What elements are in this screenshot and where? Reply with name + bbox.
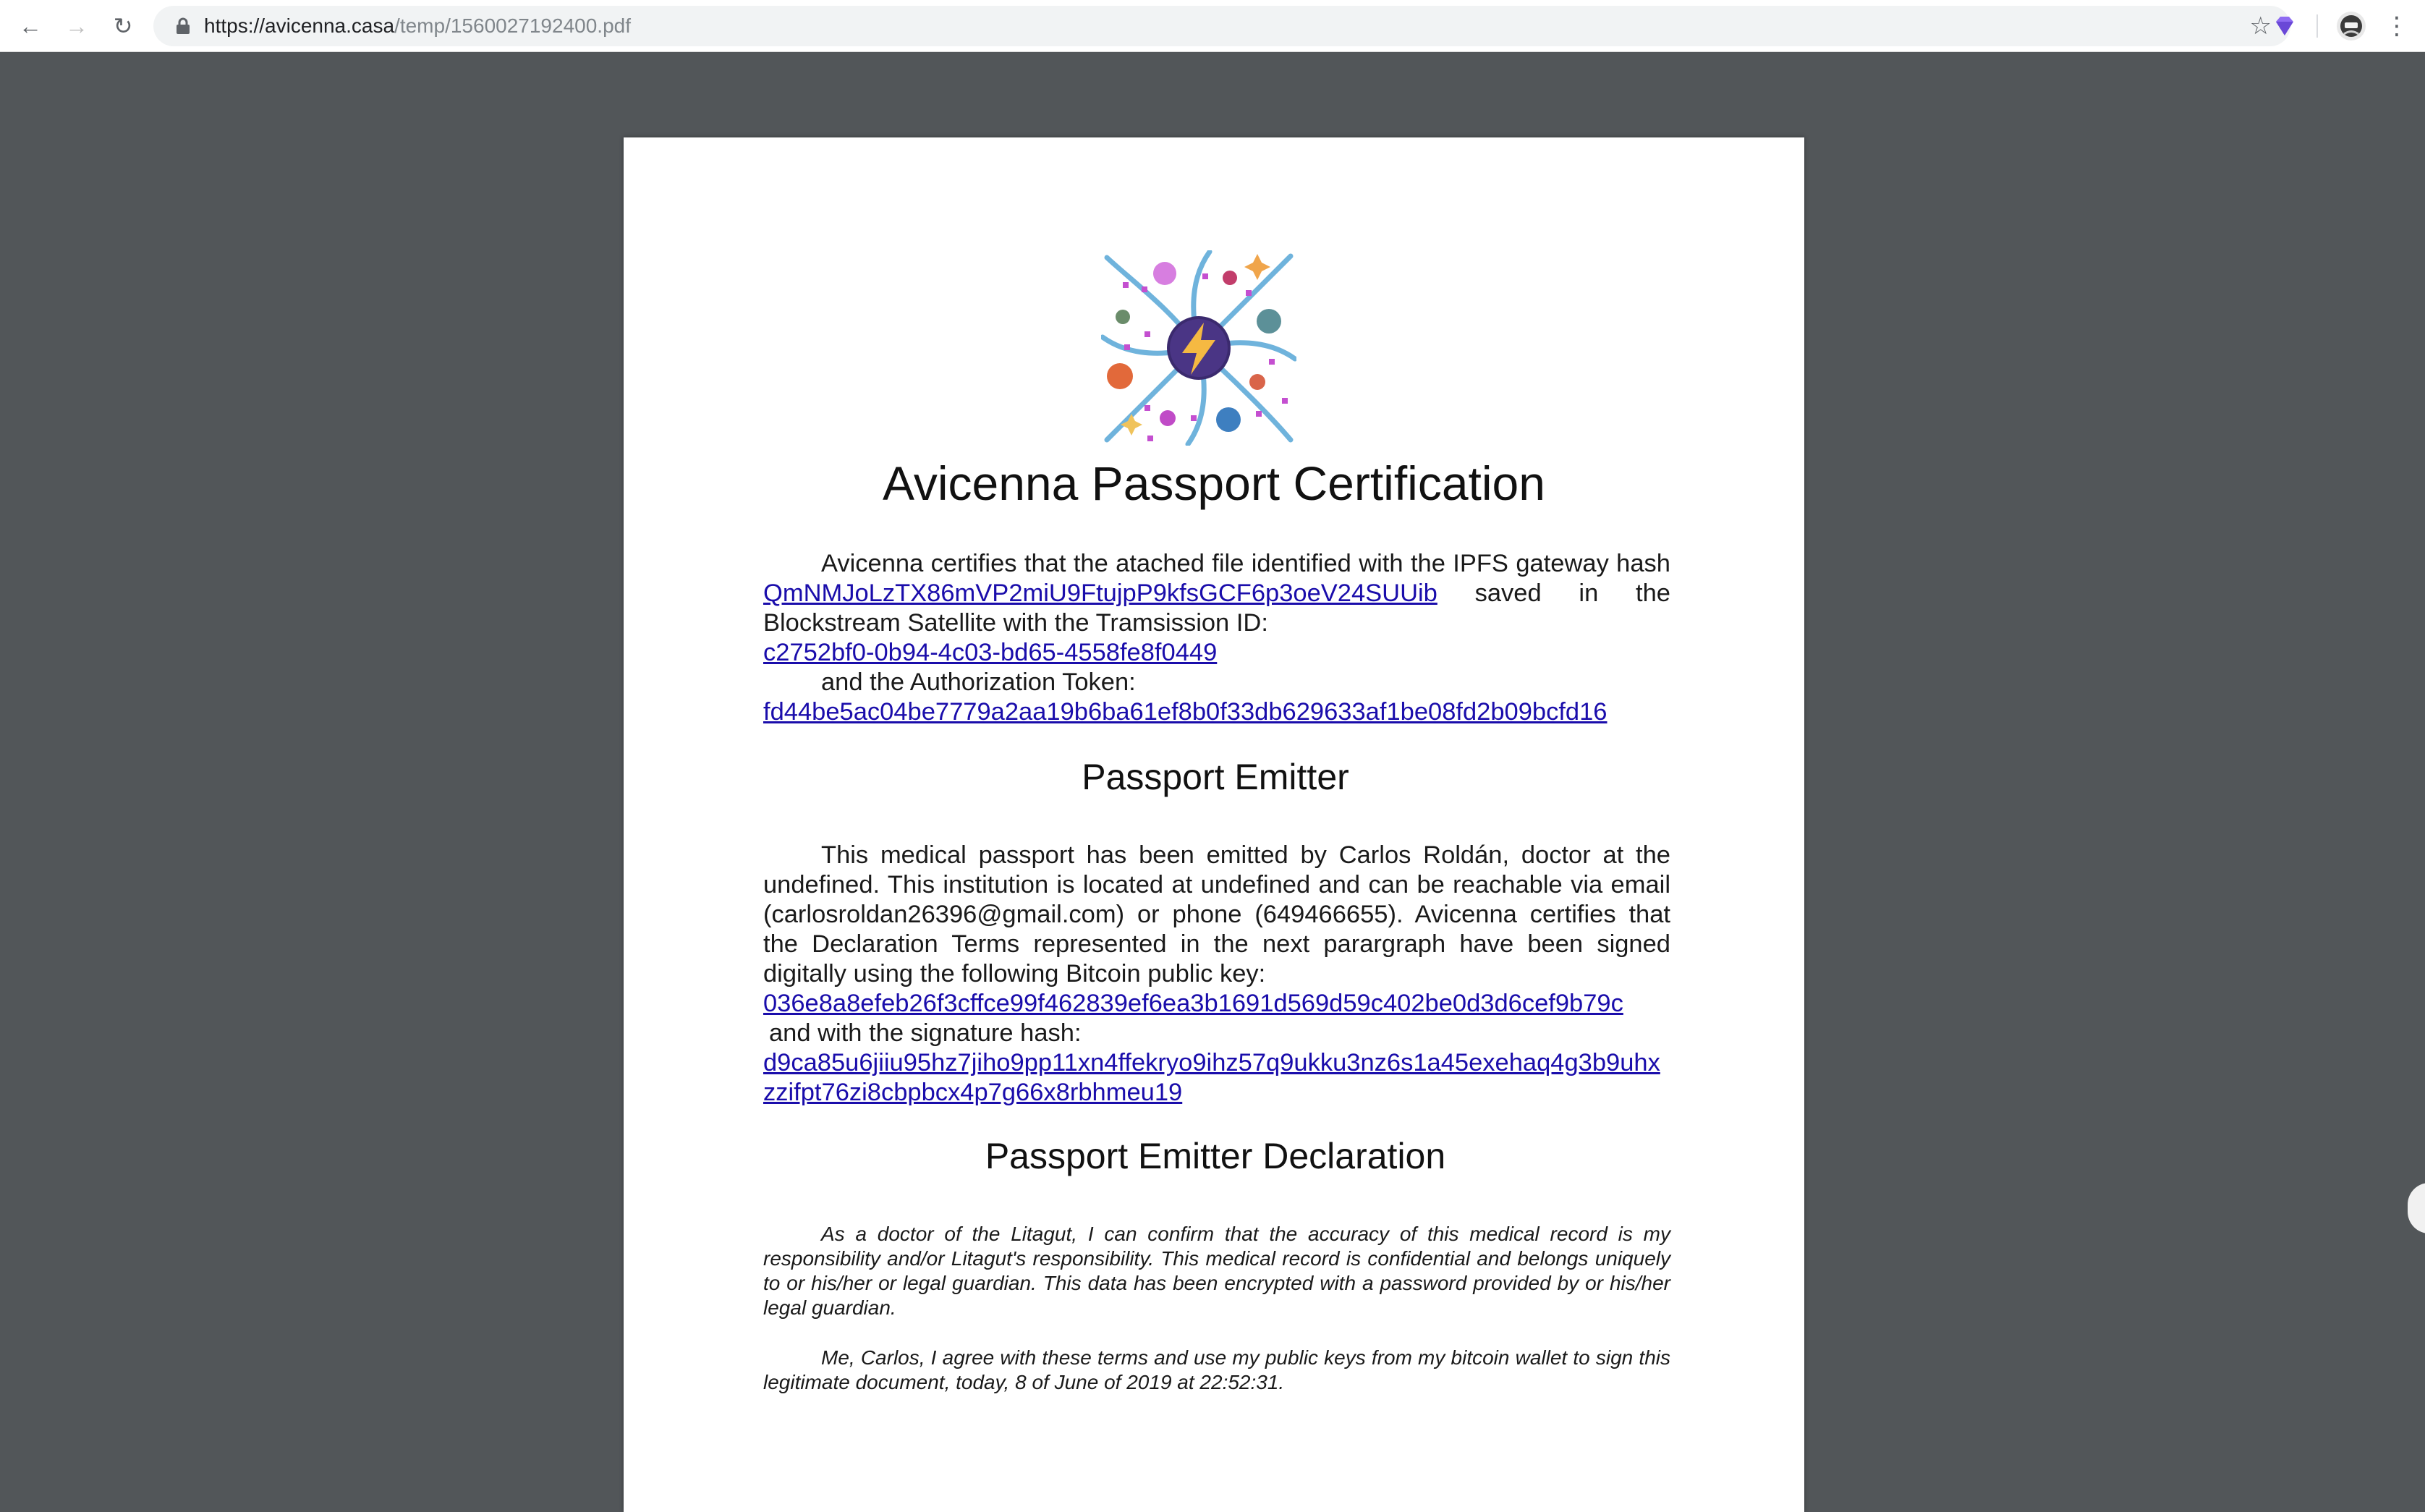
emitter-text: This medical passport has been emitted by Carlos Roldán, doctor at the undefined. This institution is located at undefined and can be reachable via email (carlosroldan26396@gmail.com) or phone (649466655). Avicenna certifies that the Declaration Terms represented in the next parargraph have been signed digitally using the following Bitcoin public key: — [763, 841, 1670, 988]
document-title: Avicenna Passport Certification — [883, 456, 1545, 510]
forward-arrow-icon: → — [65, 12, 88, 39]
back-button[interactable] — [14, 10, 46, 42]
emitter-paragraph — [763, 841, 1670, 1108]
toolbar-divider — [2316, 14, 2318, 38]
profile-avatar-icon[interactable] — [2335, 10, 2367, 42]
bookmark-star-icon[interactable]: ☆ — [2249, 12, 2272, 40]
declaration-paragraph-1 — [763, 1222, 1670, 1320]
declaration-heading: Passport Emitter Declaration — [985, 1136, 1446, 1176]
back-arrow-icon: ← — [19, 12, 42, 39]
auth-token-link[interactable]: fd44be5ac04be7779a2aa19b6ba61ef8b0f33db629633af1be08fd2b09bcfd16 — [763, 698, 1608, 726]
address-bar[interactable] — [153, 6, 2290, 46]
browser-toolbar — [0, 0, 2425, 52]
auth-token-label: and the Authorization Token: — [821, 668, 1136, 696]
public-key-link[interactable]: 036e8a8efeb26f3cffce99f462839ef6ea3b1691d569d59c402be0d3d6cef9b79c — [763, 990, 1623, 1017]
reload-icon: ↻ — [113, 13, 133, 39]
url-path: /temp/1560027192400.pdf — [394, 14, 631, 37]
signature-hash-link[interactable]: d9ca85u6jiiu95hz7jiho9pp11xn4ffekryo9ihz57q9ukku3nz6s1a45exehaq4g3b9uhxzzifpt76zi8cbpbcx4p7g66x8rbhmeu19 — [763, 1049, 1660, 1106]
ipfs-hash-link[interactable]: QmNMJoLzTX86mVP2miU9FtujpP9kfsGCF6p3oeV24SUUib — [763, 579, 1437, 607]
cert-intro: Avicenna certifies that the atached file identified with the IPFS gateway hash — [821, 550, 1670, 577]
side-panel-handle[interactable] — [2408, 1183, 2425, 1233]
forward-button[interactable] — [61, 10, 93, 42]
extension-gem-icon[interactable] — [2272, 13, 2298, 39]
pdf-page — [624, 137, 1804, 1512]
declaration-text-1: As a doctor of the Litagut, I can confirm that the accuracy of this medical record is my responsibility and/or Litagut's responsibility. This medical record is confidential and belongs uniquely to or his/her or legal guardian. This data has been encrypted with a password provided by or his/her legal guardian. — [763, 1223, 1670, 1319]
transmission-id-link[interactable]: c2752bf0-0b94-4c03-bd65-4558fe8f0449 — [763, 639, 1218, 666]
url-text[interactable] — [204, 6, 631, 46]
avicenna-galaxy-logo — [1101, 250, 1296, 446]
signature-label: and with the signature hash: — [769, 1019, 1082, 1047]
cert-saved-text: saved in the Blockstream Satellite with the Tramsission ID: — [763, 579, 1670, 637]
lock-icon — [175, 17, 191, 35]
url-host: https://avicenna.casa — [204, 14, 395, 37]
emitter-heading: Passport Emitter — [1082, 757, 1349, 797]
certification-paragraph — [763, 549, 1670, 727]
reload-button[interactable] — [107, 10, 139, 42]
browser-menu-icon[interactable]: ⋮ — [2384, 12, 2409, 40]
declaration-text-2: Me, Carlos, I agree with these terms and use my public keys from my bitcoin wallet to sign this legitimate document, today, 8 of June of 2019 at 22:52:31. — [763, 1346, 1670, 1393]
declaration-paragraph-2 — [763, 1346, 1670, 1395]
